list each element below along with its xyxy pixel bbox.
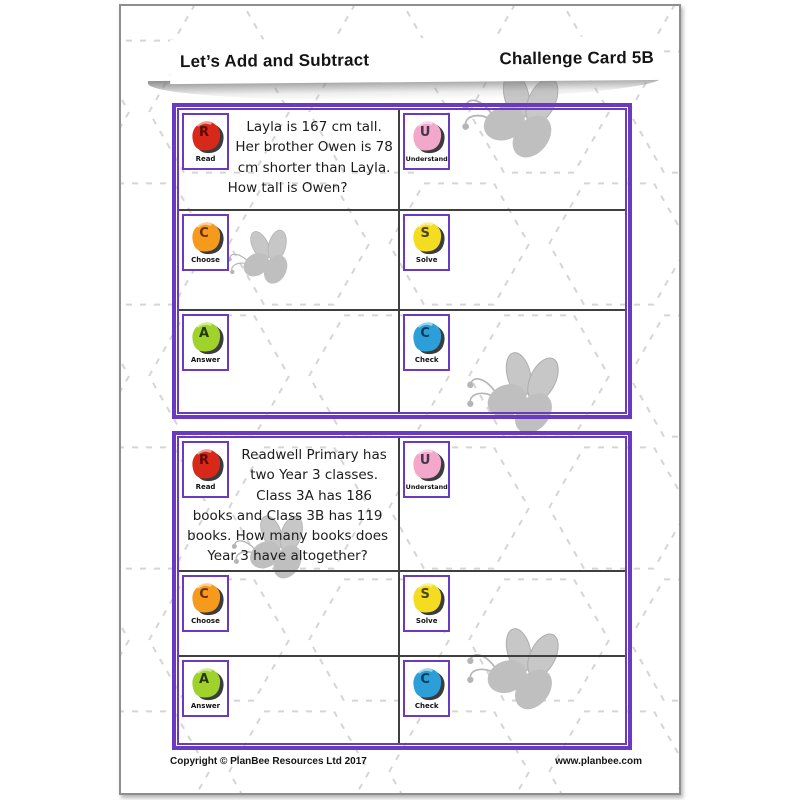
step-letter: R [198,453,209,468]
step-letter: U [419,125,431,140]
step-letter: S [420,225,430,241]
card-2-solve-cell [400,572,625,658]
check-bee-icon [408,318,446,355]
step-box-solve [403,214,450,271]
read-bee-icon [187,445,225,482]
step-letter: S [420,586,430,602]
step-letter: A [198,326,210,342]
card-2-check-cell [400,657,625,743]
answer-bee-icon [187,318,225,355]
read-bee-icon [187,117,225,154]
step-box-understand [403,441,450,498]
page-title: Let’s Add and Subtract [179,50,370,72]
card-2-understand-cell [400,438,625,572]
step-box-read [182,441,229,498]
card-2-grid [179,438,625,743]
step-label: Choose [191,255,220,264]
step-label: Read [195,483,216,491]
choose-bee-icon [187,579,225,616]
problem-text-2: Readwell Primary has two Year 3 classes. Class 3A has 186 books and Class 3B has 119 books. How many books does Year 3 have altogether? [187,447,389,565]
problem-text-1: Layla is 167 cm tall. Her brother Owen is 78 cm shorter than Layla. How tall is Owen? [227,119,393,196]
step-letter: C [199,586,209,602]
card-2-choose-cell [179,572,400,658]
challenge-card-2 [172,431,632,750]
step-letter: C [420,672,430,688]
step-letter: C [199,225,209,241]
step-label: Solve [415,255,438,264]
answer-bee-icon [187,664,225,701]
worksheet-page [119,4,681,795]
step-label: Check [414,356,439,365]
card-1-solve-cell [400,211,625,312]
step-label: Solve [415,616,438,625]
step-box-check [403,314,450,371]
challenge-card-1 [172,103,632,419]
step-box-understand [403,113,450,170]
website-text: www.planbee.com [555,756,642,767]
card-2-inner-border [177,436,627,745]
choose-bee-icon [187,218,225,255]
step-label: Understand [405,155,448,163]
card-1-understand-cell [400,110,625,211]
step-box-check [403,660,450,717]
card-1-inner-border [177,108,627,414]
check-bee-icon [408,664,446,701]
step-label: Choose [191,616,220,625]
card-2-read-cell [179,438,400,572]
step-letter: U [419,453,431,468]
card-1-answer-cell [179,311,400,412]
step-box-solve [403,575,450,632]
step-label: Read [195,155,216,163]
step-label: Check [414,702,439,711]
step-letter: C [420,326,430,342]
step-label: Answer [190,356,221,365]
header-banner [170,36,664,84]
solve-bee-icon [408,218,446,255]
understand-bee-icon [408,445,446,482]
card-2-answer-cell [179,657,400,743]
card-1-grid [179,110,625,412]
step-box-answer [182,660,229,717]
step-label: Answer [190,702,221,711]
step-box-read [182,113,229,170]
step-box-choose [182,214,229,271]
step-letter: R [198,125,209,140]
understand-bee-icon [408,117,446,154]
step-box-answer [182,314,229,371]
challenge-card-label: Challenge Card 5B [499,47,655,69]
solve-bee-icon [408,579,446,616]
copyright-text: Copyright © PlanBee Resources Ltd 2017 [170,756,367,767]
card-1-check-cell [400,311,625,412]
step-label: Understand [405,483,448,491]
step-box-choose [182,575,229,632]
card-1-choose-cell [179,211,400,312]
card-1-read-cell [179,110,400,211]
step-letter: A [198,672,210,688]
